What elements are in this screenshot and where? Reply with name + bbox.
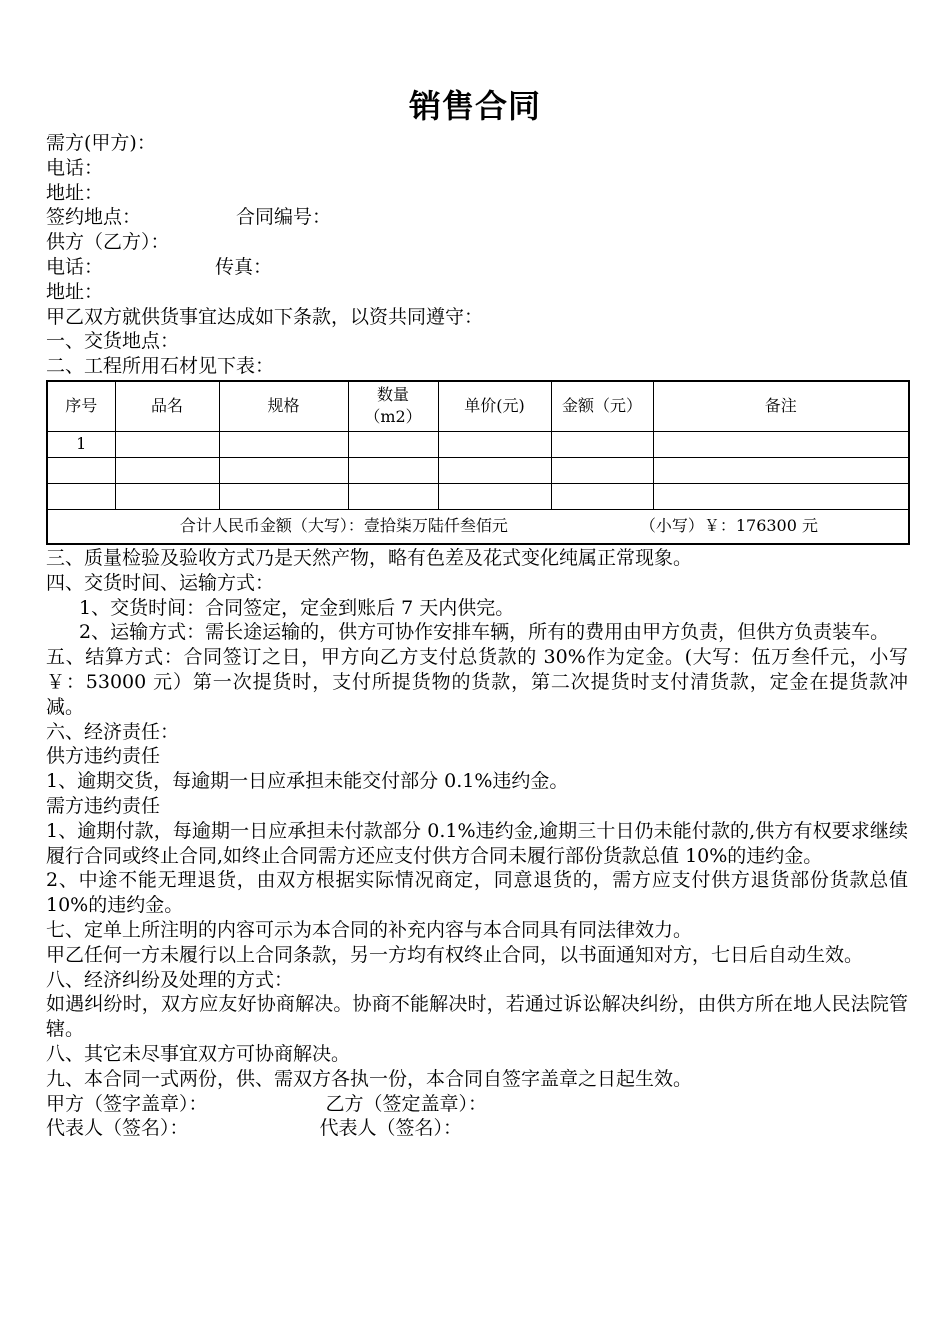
clause-5: 五、结算方式：合同签订之日，甲方向乙方支付总货款的 30%作为定金。(大写：伍万叁仟元，小写￥：53000 元）第一次提货时，支付所提货物的货款，第二次提货时支付清货款，定金在提货款冲减。: [46, 646, 908, 718]
party-a-seal: 甲方（签字盖章）：: [46, 1092, 208, 1115]
clause-9: 九、本合同一式两份，供、需双方各执一份，本合同自签字盖章之日起生效。: [46, 1067, 693, 1090]
col-header-quantity-unit: （m2）: [364, 407, 422, 427]
table-cell: [115, 457, 219, 483]
clause-3: 三、质量检验及验收方式乃是天然产物，略有色差及花式变化纯属正常现象。: [46, 546, 693, 569]
table-cell: [115, 483, 219, 509]
seller-contact-line: [46, 255, 908, 280]
clause-4-1: 1、交货时间：合同签定，定金到账后 7 天内供完。: [79, 596, 515, 619]
table-cell: [219, 457, 348, 483]
table-cell: 1: [47, 431, 115, 457]
table-cell: [348, 431, 438, 457]
table-cell: [653, 431, 909, 457]
party-b-seal: 乙方（签定盖章）：: [325, 1092, 488, 1115]
table-cell: [115, 431, 219, 457]
seller-label: 供方（乙方）：: [46, 231, 170, 254]
clause-8-b: 如遇纠纷时，双方应友好协商解决。协商不能解决时，若通过诉讼解决纠纷，由供方所在地人民法院管辖。: [46, 993, 908, 1041]
buyer-phone: 电话：: [46, 156, 104, 179]
clause-7-b: 甲乙任何一方未履行以上合同条款，另一方均有权终止合同，以书面通知对方，七日后自动生效。: [46, 943, 864, 966]
clause-7: 七、定单上所注明的内容可示为本合同的补充内容与本合同具有同法律效力。: [46, 918, 693, 941]
table-cell: [653, 457, 909, 483]
col-header-remarks: 备注: [653, 381, 909, 432]
signature-party-line: [46, 1092, 908, 1117]
table-cell: [438, 457, 551, 483]
table-cell: [438, 431, 551, 457]
table-row: [47, 483, 909, 509]
table-row: [47, 457, 909, 483]
table-row: [47, 431, 909, 457]
col-header-unit-price: 单价(元): [438, 381, 551, 432]
table-cell: [219, 431, 348, 457]
seller-liability-1: 1、逾期交货，每逾期一日应承担未能交付部分 0.1%违约金。: [46, 770, 569, 793]
table-cell: [551, 457, 653, 483]
table-cell: [653, 483, 909, 509]
clause-2: 二、工程所用石材见下表：: [46, 355, 275, 378]
seller-fax: 传真：: [215, 255, 273, 278]
col-header-quantity: [348, 381, 438, 432]
buyer-liability-title: 需方违约责任: [46, 794, 161, 817]
clause-8-c: 八、其它未尽事宜双方可协商解决。: [46, 1042, 351, 1065]
col-header-amount: 金额（元）: [551, 381, 653, 432]
rep-a-signature: 代表人（签名）：: [46, 1117, 189, 1140]
table-cell: [438, 483, 551, 509]
table-total-row: [47, 509, 909, 544]
table-cell: [219, 483, 348, 509]
document-title: 销售合同: [408, 87, 541, 125]
table-cell: [348, 483, 438, 509]
total-amount-lower: （小写）￥：176300 元: [639, 516, 818, 536]
signing-line: [46, 205, 908, 230]
col-header-quantity-label: 数量: [376, 385, 409, 405]
clause-4-2: 2、运输方式：需长途运输的，供方可协作安排车辆，所有的费用由甲方负责，但供方负责装车。: [79, 621, 890, 644]
signature-rep-line: [46, 1116, 908, 1141]
clause-8: 八、经济纠纷及处理的方式：: [46, 968, 294, 991]
intro-text: 甲乙双方就供货事宜达成如下条款，以资共同遵守：: [46, 305, 484, 328]
seller-phone: 电话：: [46, 255, 104, 278]
buyer-liability-2: 2、中途不能无理退货，由双方根据实际情况商定，同意退货的，需方应支付供方退货部份货款总值 10%的违约金。: [46, 869, 908, 917]
table-cell: [551, 431, 653, 457]
materials-table: [46, 380, 910, 545]
seller-address: 地址：: [46, 280, 104, 303]
clause-4: 四、交货时间、运输方式：: [46, 571, 275, 594]
col-header-name: 品名: [115, 381, 219, 432]
table-cell: [47, 457, 115, 483]
table-header-row: [47, 381, 909, 432]
signing-place: 签约地点：: [46, 206, 142, 229]
table-cell: [348, 457, 438, 483]
total-amount-cell: [47, 509, 909, 544]
clause-6: 六、经济责任：: [46, 720, 180, 743]
col-header-spec: 规格: [219, 381, 348, 432]
total-amount-upper: 合计人民币金额（大写）：壹拾柒万陆仟叁佰元: [179, 516, 508, 536]
contract-body: [46, 131, 908, 1141]
clause-1: 一、交货地点：: [46, 330, 180, 353]
buyer-label: 需方(甲方)：: [46, 132, 156, 154]
col-header-index: 序号: [47, 381, 115, 432]
buyer-liability-1: 1、逾期付款，每逾期一日应承担未付款部分 0.1%违约金,逾期三十日仍未能付款的,供方有权要求继续履行合同或终止合同,如终止合同需方还应支付供方合同未履行部份货款总值 10%的违约金。: [46, 819, 908, 867]
buyer-address: 地址：: [46, 181, 104, 204]
contract-number: 合同编号：: [236, 206, 332, 229]
table-cell: [47, 483, 115, 509]
seller-liability-title: 供方违约责任: [46, 745, 161, 768]
rep-b-signature: 代表人（签名）：: [319, 1117, 463, 1140]
table-cell: [551, 483, 653, 509]
